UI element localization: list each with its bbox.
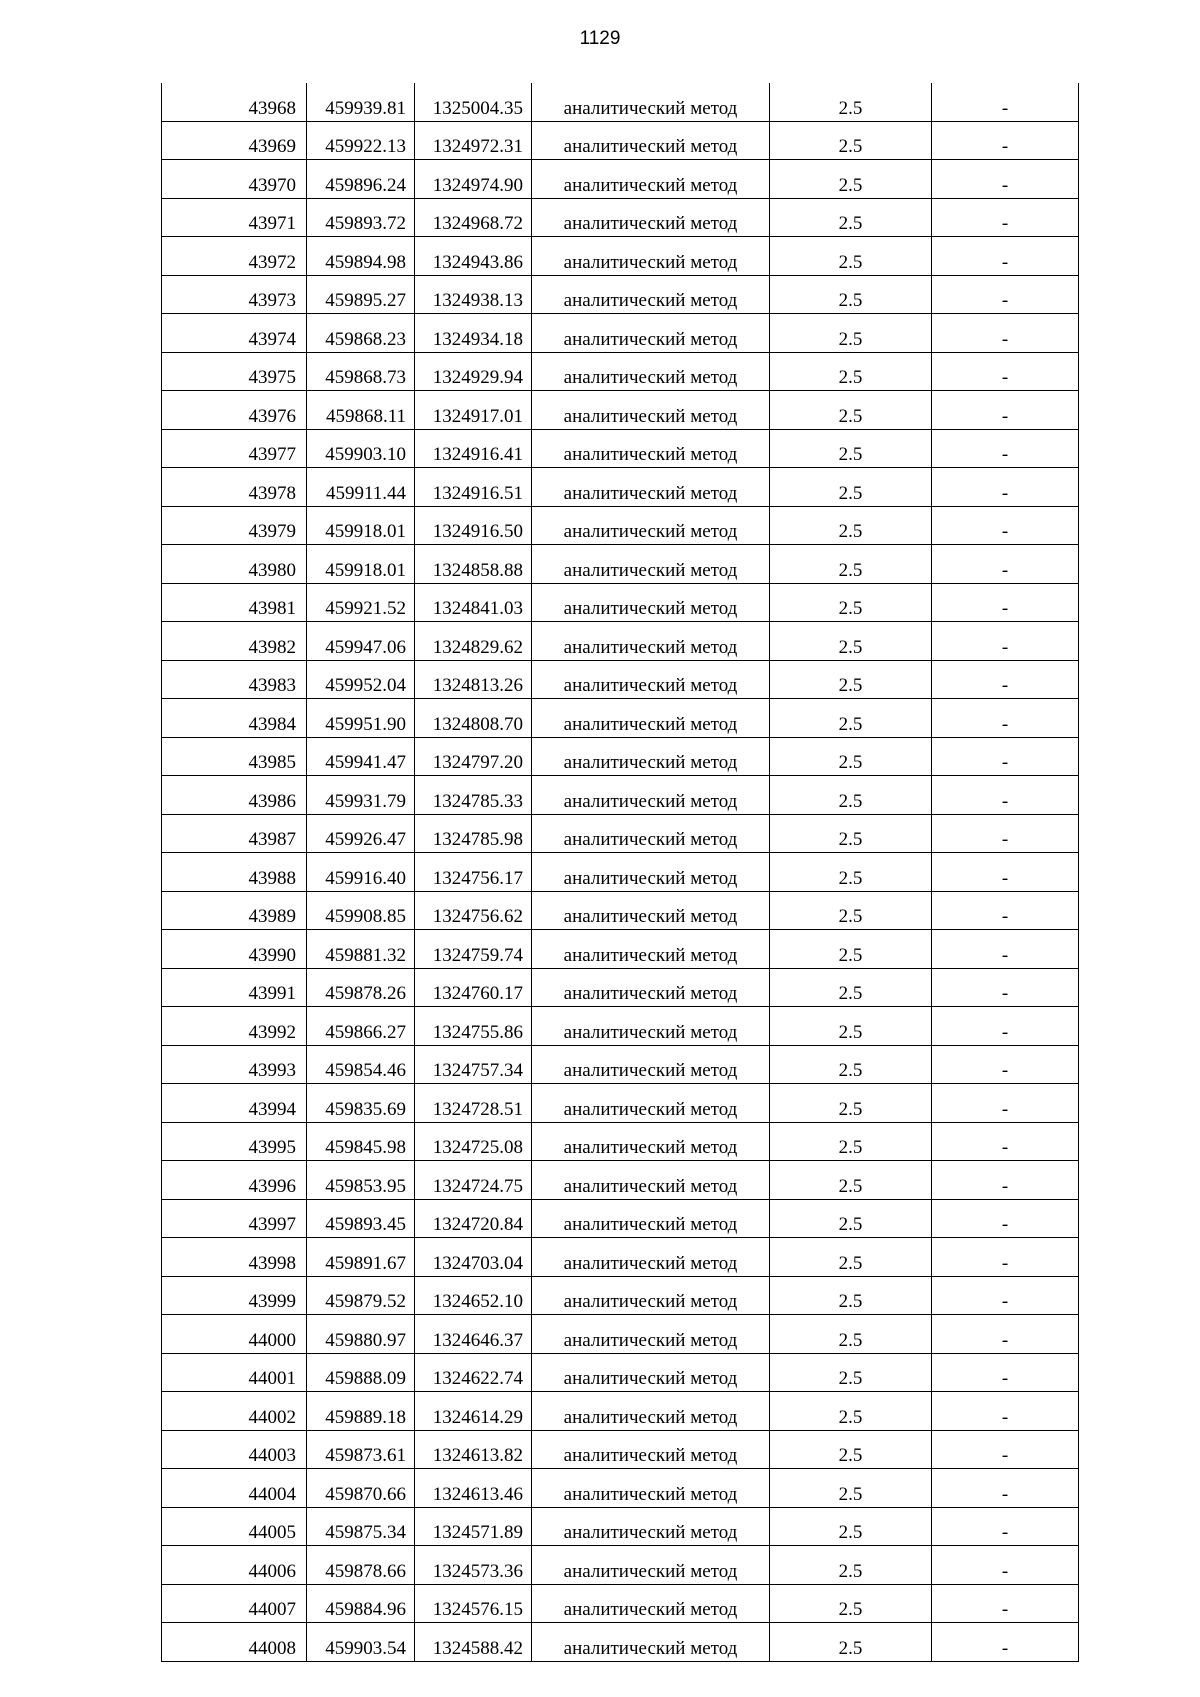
note-cell: - [932, 1238, 1079, 1277]
x-coordinate-cell: 459931.79 [307, 776, 415, 815]
table-row [162, 1199, 1079, 1238]
y-coordinate-cell: 1324938.13 [415, 275, 532, 314]
point-number-cell: 43983 [162, 660, 307, 699]
method-cell: аналитический метод [532, 160, 770, 199]
note-cell: - [932, 583, 1079, 622]
accuracy-cell: 2.5 [770, 545, 932, 584]
table-row [162, 891, 1079, 930]
point-number-cell: 43979 [162, 506, 307, 545]
note-cell: - [932, 1507, 1079, 1546]
accuracy-cell: 2.5 [770, 776, 932, 815]
point-number-cell: 43993 [162, 1045, 307, 1084]
x-coordinate-cell: 459866.27 [307, 1007, 415, 1046]
x-coordinate-cell: 459879.52 [307, 1276, 415, 1315]
note-cell: - [932, 468, 1079, 507]
y-coordinate-cell: 1324916.41 [415, 429, 532, 468]
point-number-cell: 43989 [162, 891, 307, 930]
table-row [162, 237, 1079, 276]
table-row [162, 1546, 1079, 1585]
x-coordinate-cell: 459891.67 [307, 1238, 415, 1277]
y-coordinate-cell: 1324576.15 [415, 1584, 532, 1623]
method-cell: аналитический метод [532, 737, 770, 776]
y-coordinate-cell: 1324622.74 [415, 1353, 532, 1392]
accuracy-cell: 2.5 [770, 429, 932, 468]
note-cell: - [932, 506, 1079, 545]
x-coordinate-cell: 459896.24 [307, 160, 415, 199]
point-number-cell: 43973 [162, 275, 307, 314]
table-row [162, 468, 1079, 507]
y-coordinate-cell: 1324571.89 [415, 1507, 532, 1546]
table-row [162, 1353, 1079, 1392]
x-coordinate-cell: 459941.47 [307, 737, 415, 776]
accuracy-cell: 2.5 [770, 314, 932, 353]
accuracy-cell: 2.5 [770, 1007, 932, 1046]
y-coordinate-cell: 1324934.18 [415, 314, 532, 353]
y-coordinate-cell: 1325004.35 [415, 83, 532, 121]
note-cell: - [932, 1007, 1079, 1046]
x-coordinate-cell: 459893.72 [307, 198, 415, 237]
y-coordinate-cell: 1324652.10 [415, 1276, 532, 1315]
accuracy-cell: 2.5 [770, 930, 932, 969]
note-cell: - [932, 237, 1079, 276]
point-number-cell: 43980 [162, 545, 307, 584]
point-number-cell: 43999 [162, 1276, 307, 1315]
accuracy-cell: 2.5 [770, 1276, 932, 1315]
accuracy-cell: 2.5 [770, 1623, 932, 1662]
point-number-cell: 43982 [162, 622, 307, 661]
accuracy-cell: 2.5 [770, 1546, 932, 1585]
method-cell: аналитический метод [532, 545, 770, 584]
note-cell: - [932, 1430, 1079, 1469]
x-coordinate-cell: 459918.01 [307, 506, 415, 545]
point-number-cell: 43975 [162, 352, 307, 391]
y-coordinate-cell: 1324916.50 [415, 506, 532, 545]
table-row [162, 83, 1079, 121]
point-number-cell: 43992 [162, 1007, 307, 1046]
accuracy-cell: 2.5 [770, 121, 932, 160]
y-coordinate-cell: 1324972.31 [415, 121, 532, 160]
method-cell: аналитический метод [532, 891, 770, 930]
x-coordinate-cell: 459916.40 [307, 853, 415, 892]
point-number-cell: 44002 [162, 1392, 307, 1431]
table-row [162, 545, 1079, 584]
y-coordinate-cell: 1324573.36 [415, 1546, 532, 1585]
accuracy-cell: 2.5 [770, 352, 932, 391]
accuracy-cell: 2.5 [770, 814, 932, 853]
note-cell: - [932, 1084, 1079, 1123]
method-cell: аналитический метод [532, 1469, 770, 1508]
accuracy-cell: 2.5 [770, 391, 932, 430]
point-number-cell: 43988 [162, 853, 307, 892]
method-cell: аналитический метод [532, 1199, 770, 1238]
point-number-cell: 43997 [162, 1199, 307, 1238]
x-coordinate-cell: 459952.04 [307, 660, 415, 699]
x-coordinate-cell: 459878.26 [307, 968, 415, 1007]
note-cell: - [932, 121, 1079, 160]
accuracy-cell: 2.5 [770, 583, 932, 622]
note-cell: - [932, 1199, 1079, 1238]
x-coordinate-cell: 459911.44 [307, 468, 415, 507]
x-coordinate-cell: 459908.85 [307, 891, 415, 930]
table-row [162, 1392, 1079, 1431]
accuracy-cell: 2.5 [770, 1199, 932, 1238]
y-coordinate-cell: 1324724.75 [415, 1161, 532, 1200]
note-cell: - [932, 622, 1079, 661]
point-number-cell: 43991 [162, 968, 307, 1007]
note-cell: - [932, 545, 1079, 584]
table-row [162, 660, 1079, 699]
note-cell: - [932, 391, 1079, 430]
point-number-cell: 43968 [162, 83, 307, 121]
method-cell: аналитический метод [532, 1315, 770, 1354]
note-cell: - [932, 1469, 1079, 1508]
x-coordinate-cell: 459880.97 [307, 1315, 415, 1354]
table-row [162, 1084, 1079, 1123]
note-cell: - [932, 1161, 1079, 1200]
x-coordinate-cell: 459853.95 [307, 1161, 415, 1200]
accuracy-cell: 2.5 [770, 1122, 932, 1161]
method-cell: аналитический метод [532, 1238, 770, 1277]
table-row [162, 314, 1079, 353]
x-coordinate-cell: 459868.73 [307, 352, 415, 391]
point-number-cell: 43981 [162, 583, 307, 622]
accuracy-cell: 2.5 [770, 83, 932, 121]
table-row [162, 1430, 1079, 1469]
y-coordinate-cell: 1324756.62 [415, 891, 532, 930]
table-row [162, 1469, 1079, 1508]
method-cell: аналитический метод [532, 1122, 770, 1161]
table-row [162, 198, 1079, 237]
accuracy-cell: 2.5 [770, 737, 932, 776]
method-cell: аналитический метод [532, 237, 770, 276]
y-coordinate-cell: 1324808.70 [415, 699, 532, 738]
method-cell: аналитический метод [532, 1430, 770, 1469]
coordinates-table [161, 83, 1079, 1662]
y-coordinate-cell: 1324916.51 [415, 468, 532, 507]
y-coordinate-cell: 1324968.72 [415, 198, 532, 237]
point-number-cell: 43984 [162, 699, 307, 738]
note-cell: - [932, 83, 1079, 121]
note-cell: - [932, 1353, 1079, 1392]
x-coordinate-cell: 459894.98 [307, 237, 415, 276]
point-number-cell: 43977 [162, 429, 307, 468]
accuracy-cell: 2.5 [770, 853, 932, 892]
x-coordinate-cell: 459895.27 [307, 275, 415, 314]
method-cell: аналитический метод [532, 930, 770, 969]
point-number-cell: 43985 [162, 737, 307, 776]
x-coordinate-cell: 459888.09 [307, 1353, 415, 1392]
y-coordinate-cell: 1324943.86 [415, 237, 532, 276]
x-coordinate-cell: 459875.34 [307, 1507, 415, 1546]
table-row [162, 1584, 1079, 1623]
accuracy-cell: 2.5 [770, 237, 932, 276]
table-row [162, 160, 1079, 199]
table-row [162, 1007, 1079, 1046]
point-number-cell: 43969 [162, 121, 307, 160]
table-row [162, 1122, 1079, 1161]
accuracy-cell: 2.5 [770, 1584, 932, 1623]
y-coordinate-cell: 1324797.20 [415, 737, 532, 776]
method-cell: аналитический метод [532, 1507, 770, 1546]
table-row [162, 1623, 1079, 1662]
method-cell: аналитический метод [532, 198, 770, 237]
y-coordinate-cell: 1324760.17 [415, 968, 532, 1007]
accuracy-cell: 2.5 [770, 1392, 932, 1431]
method-cell: аналитический метод [532, 622, 770, 661]
method-cell: аналитический метод [532, 1392, 770, 1431]
x-coordinate-cell: 459881.32 [307, 930, 415, 969]
point-number-cell: 44007 [162, 1584, 307, 1623]
accuracy-cell: 2.5 [770, 198, 932, 237]
point-number-cell: 44003 [162, 1430, 307, 1469]
method-cell: аналитический метод [532, 1546, 770, 1585]
point-number-cell: 43972 [162, 237, 307, 276]
method-cell: аналитический метод [532, 429, 770, 468]
table-row [162, 853, 1079, 892]
point-number-cell: 43987 [162, 814, 307, 853]
x-coordinate-cell: 459835.69 [307, 1084, 415, 1123]
point-number-cell: 43974 [162, 314, 307, 353]
point-number-cell: 44006 [162, 1546, 307, 1585]
accuracy-cell: 2.5 [770, 699, 932, 738]
x-coordinate-cell: 459873.61 [307, 1430, 415, 1469]
point-number-cell: 44008 [162, 1623, 307, 1662]
accuracy-cell: 2.5 [770, 468, 932, 507]
accuracy-cell: 2.5 [770, 275, 932, 314]
table-row [162, 1238, 1079, 1277]
point-number-cell: 43994 [162, 1084, 307, 1123]
accuracy-cell: 2.5 [770, 1045, 932, 1084]
accuracy-cell: 2.5 [770, 1161, 932, 1200]
table-row [162, 737, 1079, 776]
table-row [162, 1161, 1079, 1200]
method-cell: аналитический метод [532, 391, 770, 430]
table-row [162, 968, 1079, 1007]
note-cell: - [932, 429, 1079, 468]
method-cell: аналитический метод [532, 1584, 770, 1623]
y-coordinate-cell: 1324841.03 [415, 583, 532, 622]
table-row [162, 622, 1079, 661]
y-coordinate-cell: 1324728.51 [415, 1084, 532, 1123]
note-cell: - [932, 352, 1079, 391]
table-row [162, 391, 1079, 430]
note-cell: - [932, 1584, 1079, 1623]
x-coordinate-cell: 459922.13 [307, 121, 415, 160]
point-number-cell: 43998 [162, 1238, 307, 1277]
accuracy-cell: 2.5 [770, 660, 932, 699]
x-coordinate-cell: 459918.01 [307, 545, 415, 584]
table-row [162, 814, 1079, 853]
note-cell: - [932, 1045, 1079, 1084]
method-cell: аналитический метод [532, 1623, 770, 1662]
note-cell: - [932, 930, 1079, 969]
table-row [162, 1315, 1079, 1354]
accuracy-cell: 2.5 [770, 1315, 932, 1354]
accuracy-cell: 2.5 [770, 1084, 932, 1123]
method-cell: аналитический метод [532, 853, 770, 892]
method-cell: аналитический метод [532, 468, 770, 507]
y-coordinate-cell: 1324756.17 [415, 853, 532, 892]
table-row [162, 699, 1079, 738]
note-cell: - [932, 699, 1079, 738]
method-cell: аналитический метод [532, 660, 770, 699]
y-coordinate-cell: 1324929.94 [415, 352, 532, 391]
note-cell: - [932, 160, 1079, 199]
point-number-cell: 43990 [162, 930, 307, 969]
point-number-cell: 43978 [162, 468, 307, 507]
note-cell: - [932, 1315, 1079, 1354]
x-coordinate-cell: 459868.11 [307, 391, 415, 430]
point-number-cell: 44004 [162, 1469, 307, 1508]
note-cell: - [932, 1546, 1079, 1585]
method-cell: аналитический метод [532, 314, 770, 353]
y-coordinate-cell: 1324613.46 [415, 1469, 532, 1508]
accuracy-cell: 2.5 [770, 1238, 932, 1277]
x-coordinate-cell: 459884.96 [307, 1584, 415, 1623]
x-coordinate-cell: 459854.46 [307, 1045, 415, 1084]
note-cell: - [932, 1122, 1079, 1161]
point-number-cell: 43971 [162, 198, 307, 237]
note-cell: - [932, 1392, 1079, 1431]
method-cell: аналитический метод [532, 1276, 770, 1315]
y-coordinate-cell: 1324613.82 [415, 1430, 532, 1469]
point-number-cell: 44001 [162, 1353, 307, 1392]
method-cell: аналитический метод [532, 1045, 770, 1084]
x-coordinate-cell: 459903.10 [307, 429, 415, 468]
point-number-cell: 44005 [162, 1507, 307, 1546]
accuracy-cell: 2.5 [770, 160, 932, 199]
method-cell: аналитический метод [532, 1007, 770, 1046]
y-coordinate-cell: 1324755.86 [415, 1007, 532, 1046]
accuracy-cell: 2.5 [770, 891, 932, 930]
point-number-cell: 43995 [162, 1122, 307, 1161]
y-coordinate-cell: 1324757.34 [415, 1045, 532, 1084]
method-cell: аналитический метод [532, 121, 770, 160]
method-cell: аналитический метод [532, 583, 770, 622]
note-cell: - [932, 1623, 1079, 1662]
accuracy-cell: 2.5 [770, 1469, 932, 1508]
y-coordinate-cell: 1324917.01 [415, 391, 532, 430]
y-coordinate-cell: 1324614.29 [415, 1392, 532, 1431]
note-cell: - [932, 891, 1079, 930]
y-coordinate-cell: 1324646.37 [415, 1315, 532, 1354]
table-row [162, 1276, 1079, 1315]
page-number: 1129 [579, 28, 621, 49]
y-coordinate-cell: 1324720.84 [415, 1199, 532, 1238]
accuracy-cell: 2.5 [770, 1430, 932, 1469]
x-coordinate-cell: 459951.90 [307, 699, 415, 738]
point-number-cell: 43986 [162, 776, 307, 815]
accuracy-cell: 2.5 [770, 1507, 932, 1546]
note-cell: - [932, 198, 1079, 237]
coordinates-table-body [162, 83, 1079, 1661]
y-coordinate-cell: 1324703.04 [415, 1238, 532, 1277]
accuracy-cell: 2.5 [770, 622, 932, 661]
method-cell: аналитический метод [532, 968, 770, 1007]
table-row [162, 352, 1079, 391]
method-cell: аналитический метод [532, 83, 770, 121]
accuracy-cell: 2.5 [770, 506, 932, 545]
x-coordinate-cell: 459870.66 [307, 1469, 415, 1508]
y-coordinate-cell: 1324829.62 [415, 622, 532, 661]
method-cell: аналитический метод [532, 776, 770, 815]
table-row [162, 275, 1079, 314]
x-coordinate-cell: 459926.47 [307, 814, 415, 853]
method-cell: аналитический метод [532, 1353, 770, 1392]
method-cell: аналитический метод [532, 1084, 770, 1123]
x-coordinate-cell: 459889.18 [307, 1392, 415, 1431]
y-coordinate-cell: 1324974.90 [415, 160, 532, 199]
note-cell: - [932, 737, 1079, 776]
method-cell: аналитический метод [532, 814, 770, 853]
method-cell: аналитический метод [532, 506, 770, 545]
y-coordinate-cell: 1324785.98 [415, 814, 532, 853]
table-row [162, 506, 1079, 545]
y-coordinate-cell: 1324813.26 [415, 660, 532, 699]
x-coordinate-cell: 459878.66 [307, 1546, 415, 1585]
x-coordinate-cell: 459921.52 [307, 583, 415, 622]
x-coordinate-cell: 459903.54 [307, 1623, 415, 1662]
note-cell: - [932, 853, 1079, 892]
method-cell: аналитический метод [532, 275, 770, 314]
x-coordinate-cell: 459845.98 [307, 1122, 415, 1161]
method-cell: аналитический метод [532, 699, 770, 738]
y-coordinate-cell: 1324759.74 [415, 930, 532, 969]
y-coordinate-cell: 1324588.42 [415, 1623, 532, 1662]
y-coordinate-cell: 1324785.33 [415, 776, 532, 815]
point-number-cell: 43976 [162, 391, 307, 430]
point-number-cell: 44000 [162, 1315, 307, 1354]
note-cell: - [932, 660, 1079, 699]
x-coordinate-cell: 459939.81 [307, 83, 415, 121]
point-number-cell: 43996 [162, 1161, 307, 1200]
note-cell: - [932, 275, 1079, 314]
y-coordinate-cell: 1324858.88 [415, 545, 532, 584]
note-cell: - [932, 814, 1079, 853]
y-coordinate-cell: 1324725.08 [415, 1122, 532, 1161]
table-row [162, 930, 1079, 969]
table-row [162, 583, 1079, 622]
note-cell: - [932, 968, 1079, 1007]
method-cell: аналитический метод [532, 352, 770, 391]
accuracy-cell: 2.5 [770, 968, 932, 1007]
x-coordinate-cell: 459947.06 [307, 622, 415, 661]
note-cell: - [932, 1276, 1079, 1315]
accuracy-cell: 2.5 [770, 1353, 932, 1392]
note-cell: - [932, 314, 1079, 353]
point-number-cell: 43970 [162, 160, 307, 199]
table-row [162, 1045, 1079, 1084]
note-cell: - [932, 776, 1079, 815]
table-row [162, 776, 1079, 815]
table-row [162, 1507, 1079, 1546]
x-coordinate-cell: 459868.23 [307, 314, 415, 353]
table-row [162, 429, 1079, 468]
x-coordinate-cell: 459893.45 [307, 1199, 415, 1238]
table-row [162, 121, 1079, 160]
method-cell: аналитический метод [532, 1161, 770, 1200]
